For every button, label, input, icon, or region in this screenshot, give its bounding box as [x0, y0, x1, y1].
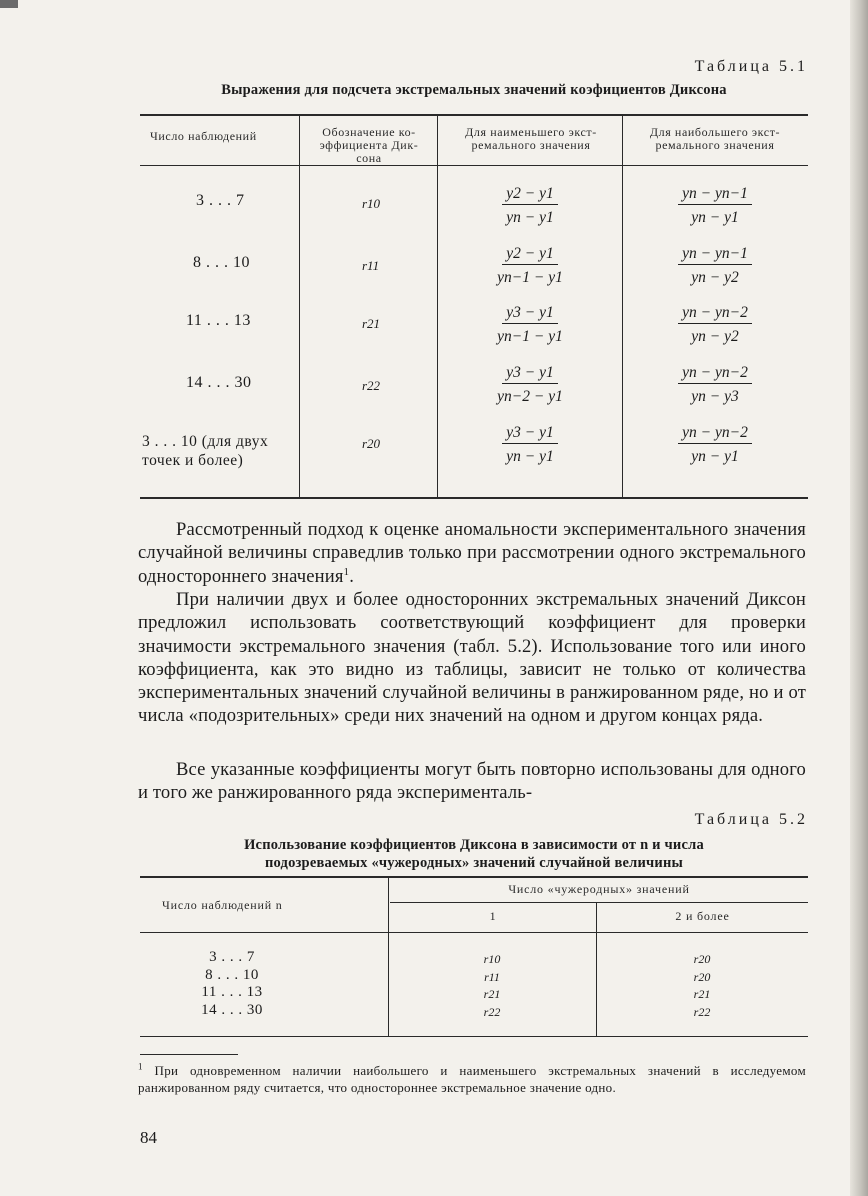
table1-top-rule: [140, 114, 808, 116]
table2-header-rule: [140, 932, 808, 933]
table1-header-count: Число наблюдений: [150, 129, 257, 143]
table1-header-max: Для наибольшего экст- ремального значения: [649, 125, 781, 152]
table2-coef-two-3: r21: [693, 987, 711, 1001]
table2-coef-one-3: r21: [483, 987, 501, 1001]
table2-coef-two-4: r22: [693, 1004, 711, 1019]
table2-title: Использование коэффициентов Диксона в зависимости от n и числа подозреваемых «чужеродных» значений случайной величины: [244, 837, 704, 871]
table1-row4-max-fraction: $\frac{yn - yn-2}{yn - y3}$: [655, 364, 775, 406]
footnote-rule: [140, 1054, 238, 1055]
table1-row4-coef: r22: [362, 378, 381, 393]
table2-coef-one-1: r10: [483, 952, 501, 966]
table2-header-group: Число «чужеродных» значений: [508, 882, 690, 896]
table1-row3-min-fraction: $\frac{y3 - y1}{yn-1 - y1}$: [497, 304, 563, 345]
table1-header-designation: Обозначение ко- эффициента Дик- сона: [319, 125, 419, 165]
table1-row4-min-fraction: $\frac{y3 - y1}{yn-2 - y1}$: [497, 364, 563, 405]
table1-title: Выражения для подсчета экстремальных значений коэфициентов Диксона: [221, 82, 727, 98]
table2-coef-two-2: r20: [693, 969, 711, 984]
paragraph-1: Рассмотренный подход к оценке аномальности экспериментального значения случайной величины справедлив только при рассмотрении одного экстремального одностороннего значения$^1$.: [138, 519, 806, 587]
table1-vline-2: [437, 114, 438, 498]
table1-row3-count: 11 . . . 13: [186, 312, 251, 329]
table2-coef-one-4: r22: [483, 1004, 501, 1019]
table1-row5-count: 3 . . . 10 (для двух точек и более): [142, 433, 269, 469]
table1-row5-max-fraction: $\frac{yn - yn-2}{yn - y1}$: [655, 424, 775, 466]
table2-count-1: 3 . . . 7: [209, 949, 255, 965]
table1-vline-3: [622, 114, 623, 498]
table1-row5-min-fraction: $\frac{y3 - y1}{yn - y1}$: [470, 424, 590, 466]
table2-coefs-one: [462, 951, 522, 1021]
table1-row2-min-fraction: $\frac{y2 - y1}{yn-1 - y1}$: [497, 245, 563, 286]
footnote-ref: 1: [343, 565, 350, 578]
table2-count-2: 8 . . . 10: [205, 966, 259, 983]
table1-row2-max-fraction: $\frac{yn - yn-1}{yn - y2}$: [655, 245, 775, 287]
page-number: 84: [140, 1128, 157, 1147]
table1-header-min: Для наименьшего экст- ремального значения: [465, 125, 597, 152]
table2-top-rule: [140, 876, 808, 878]
table1-row1-count: 3 . . . 7: [196, 192, 245, 209]
table2-count-4: 14 . . . 30: [201, 1001, 263, 1018]
table2-col-one: 1: [489, 909, 497, 923]
table2-vline-1: [388, 876, 389, 1037]
footnote: $^1$ При одновременном наличии наибольшего и наименьшего экстремальных значений в исследуемом ранжированном ряду считается, что одностороннее экстремальное значение одно.: [138, 1061, 806, 1095]
table2-coefs-two: [672, 951, 732, 1021]
table1-label: Таблица 5.1: [694, 58, 808, 75]
table1-row1-min-fraction: $\frac{y2 - y1}{yn - y1}$: [470, 185, 590, 227]
table2-coef-two-1: r20: [693, 952, 711, 966]
paragraph-3: Все указанные коэффициенты могут быть повторно использованы для одного и того же ранжированного ряда эксперименталь-: [138, 759, 806, 804]
table2-count-3: 11 . . . 13: [201, 984, 263, 1000]
table1-vline-1: [299, 114, 300, 498]
table2-header-count: Число наблюдений n: [162, 898, 283, 912]
table2-counts: [172, 949, 292, 1019]
table1-row2-count: 8 . . . 10: [193, 254, 250, 271]
table1-row3-coef: r21: [362, 316, 381, 331]
table2-bottom-rule: [140, 1036, 808, 1037]
table1-row4-count: 14 . . . 30: [186, 374, 252, 391]
table1-row1-max-fraction: $\frac{yn - yn-1}{yn - y1}$: [655, 185, 775, 227]
table2-coef-one-2: r11: [484, 969, 500, 984]
table2-subheader-rule: [390, 902, 808, 903]
scan-corner-mark: [0, 0, 18, 8]
table1-row2-coef: r11: [362, 258, 380, 273]
page-edge-shadow: [850, 0, 868, 1196]
table1-bottom-rule: [140, 497, 808, 499]
table1-header-rule: [140, 165, 808, 166]
table1-row3-max-fraction: $\frac{yn - yn-2}{yn - y2}$: [655, 304, 775, 346]
paragraph-2: При наличии двух и более односторонних экстремальных значений Диксон предложил использовать соответствующий коэффициент для проверки значимости экстремального значения (табл. 5.2). Использование того или иного коэффициента, как это видно из таблицы, зависит не только от количества экспериментальных значений случайной величины в ранжированном ряде, но и от числа «подозрительных» среди них значений на одном и другом концах ряда.: [138, 589, 806, 727]
table1-row5-coef: r20: [362, 436, 381, 451]
table1-row1-coef: r10: [362, 196, 381, 211]
table2-label: Таблица 5.2: [694, 811, 808, 828]
table2-col-two: 2 и более: [675, 909, 730, 923]
